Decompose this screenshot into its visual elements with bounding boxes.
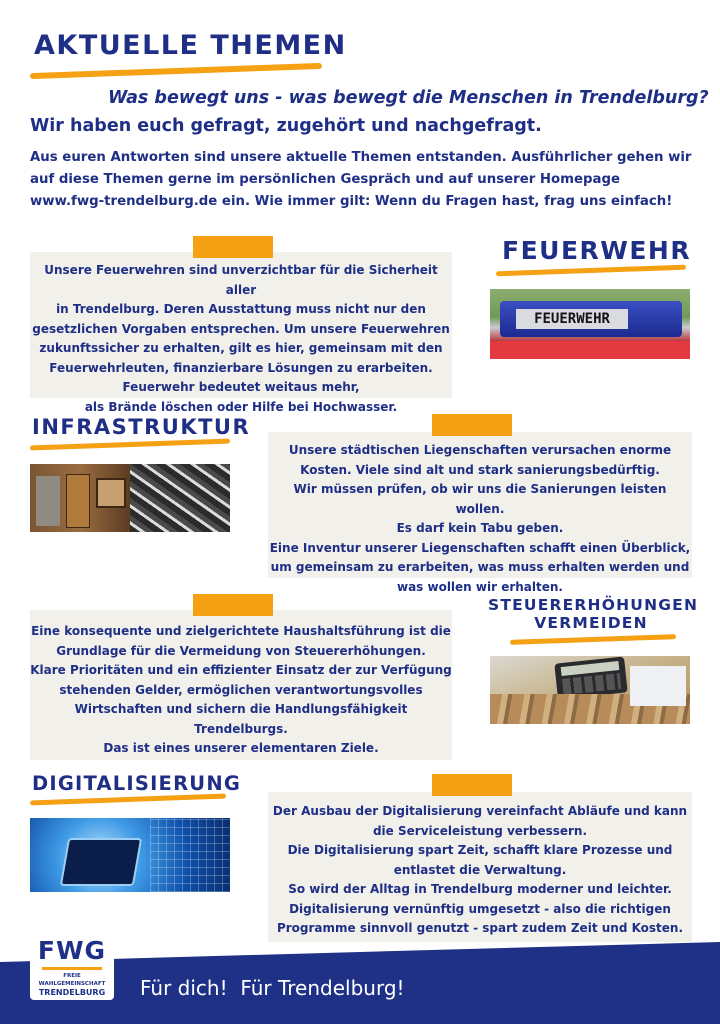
digitalisierung-text-3: Die Digitalisierung spart Zeit, schafft klare Prozesse und bbox=[287, 843, 673, 857]
digitalisierung-underline bbox=[30, 794, 226, 806]
feuerwehr-text-1: Unsere Feuerwehren sind unverzichtbar für die Sicherheit aller bbox=[44, 263, 438, 297]
infrastruktur-card bbox=[268, 432, 692, 594]
infrastruktur-tape bbox=[432, 414, 512, 436]
logo-main: FWG bbox=[37, 936, 107, 965]
feuerwehr-text-4: zukunftssicher zu erhalten, gilt es hier, gemeinsam mit den bbox=[39, 341, 443, 355]
feuerwehr-text-6: Feuerwehr bedeutet weitaus mehr, bbox=[122, 380, 360, 394]
infrastruktur-text-5: Eine Inventur unserer Liegenschaften schafft einen Überblick, bbox=[269, 540, 691, 555]
steuern-text-4: stehenden Gelder, ermöglichen verantwortungsvolles bbox=[59, 682, 423, 697]
steuern-text-2: Grundlage für die Vermeidung von Steuererhöhungen. bbox=[56, 643, 426, 658]
logo-line2: TRENDELBURG bbox=[38, 988, 106, 997]
infrastruktur-heading: INFRASTRUKTUR bbox=[32, 415, 251, 439]
steuern-text-5: Wirtschaften und sichern die Handlungsfähigkeit bbox=[74, 702, 408, 716]
steuern-card bbox=[30, 610, 452, 760]
title-underline bbox=[30, 63, 322, 79]
steuern-tape bbox=[193, 594, 273, 616]
infrastruktur-underline bbox=[30, 439, 230, 451]
digitalisierung-card bbox=[268, 792, 692, 942]
fwg-logo bbox=[30, 930, 114, 1000]
feuerwehr-text-5: Feuerwehrleuten, finanzierbare Lösungen zu erarbeiten. bbox=[49, 360, 433, 375]
digitalisierung-text-2: die Serviceleistung verbessern. bbox=[372, 823, 588, 838]
infrastruktur-text-1: Unsere städtischen Liegenschaften verursachen enorme bbox=[288, 443, 672, 457]
logo-line1: FREIE WAHLGEMEINSCHAFT bbox=[38, 973, 106, 987]
steuern-underline bbox=[510, 634, 676, 645]
steuern-text-3: Klare Prioritäten und ein effizienter Einsatz der zur Verfügung bbox=[30, 663, 452, 677]
steuern-text-1: Eine konsequente und zielgerichtete Haushaltsführung ist die bbox=[31, 624, 451, 638]
steuern-heading-line2: VERMEIDEN bbox=[534, 614, 648, 632]
digitalisierung-heading: DIGITALISIERUNG bbox=[32, 772, 242, 795]
digitalisierung-photo bbox=[30, 818, 230, 892]
old-building bbox=[30, 464, 130, 532]
feuerwehr-underline bbox=[496, 265, 686, 277]
footer-slogan: Für dich! Für Trendelburg! bbox=[140, 976, 405, 1000]
cracked-road bbox=[130, 464, 230, 532]
digitalisierung-text-1: Der Ausbau der Digitalisierung vereinfacht Abläufe und kann bbox=[272, 804, 688, 818]
header-subtitle: Wir haben euch gefragt, zugehört und nachgefragt. bbox=[30, 116, 542, 136]
feuerwehr-card bbox=[30, 252, 452, 414]
feuerwehr-sign: FEUERWEHR bbox=[516, 309, 628, 329]
data-grid bbox=[150, 818, 230, 892]
steuern-text-6: Trendelburgs. bbox=[194, 721, 288, 736]
steuern-text-7: Das ist eines unserer elementaren Ziele. bbox=[103, 741, 379, 755]
logo-stripe bbox=[42, 967, 102, 970]
infrastruktur-text-4: Es darf kein Tabu geben. bbox=[396, 521, 564, 535]
feuerwehr-photo bbox=[490, 289, 690, 359]
steuern-heading-line1: STEUERERHÖHUNGEN bbox=[488, 596, 699, 614]
infrastruktur-text-7: was wollen wir erhalten. bbox=[396, 579, 563, 594]
header-intro: Aus euren Antworten sind unsere aktuelle Themen entstanden. Ausführlicher gehen wir auf diese Themen gerne im persönlichen Gespräch und auf unserer Homepage www.fwg-trendelburg.de ein. Wie immer gilt: Wenn du Fragen hast, frag uns einfach! bbox=[30, 150, 692, 209]
feuerwehr-text-7: als Brände löschen oder Hilfe bei Hochwasser. bbox=[84, 399, 398, 414]
infrastruktur-text-2: Kosten. Viele sind alt und stark sanierungsbedürftig. bbox=[300, 462, 660, 477]
feuerwehr-text-3: gesetzlichen Vorgaben entsprechen. Um unsere Feuerwehren bbox=[32, 321, 450, 336]
feuerwehr-tape bbox=[193, 236, 273, 258]
feuerwehr-heading: FEUERWEHR bbox=[502, 236, 692, 265]
tablet bbox=[60, 838, 142, 886]
feuerwehr-text-2: in Trendelburg. Deren Ausstattung muss nicht nur den bbox=[56, 302, 426, 316]
digitalisierung-tape bbox=[432, 774, 512, 796]
page-title: AKTUELLE THEMEN bbox=[34, 30, 347, 61]
steuern-photo bbox=[490, 656, 690, 724]
documents bbox=[630, 666, 686, 706]
infrastruktur-text-3: Wir müssen prüfen, ob wir uns die Sanierungen leisten wollen. bbox=[293, 482, 667, 516]
header-question: Was bewegt uns - was bewegt die Menschen in Trendelburg? bbox=[108, 88, 709, 108]
digitalisierung-text-5: So wird der Alltag in Trendelburg moderner und leichter. bbox=[288, 882, 672, 896]
digitalisierung-text-7: Programme sinnvoll genutzt - spart zudem Zeit und Kosten. bbox=[276, 921, 684, 935]
bumper bbox=[490, 341, 690, 359]
digitalisierung-text-4: entlastet die Verwaltung. bbox=[393, 862, 567, 877]
infrastruktur-text-6: um gemeinsam zu erarbeiten, was muss erhalten werden und bbox=[270, 560, 690, 574]
infrastruktur-photo bbox=[30, 464, 230, 532]
digitalisierung-text-6: Digitalisierung vernünftig umgesetzt - also die richtigen bbox=[289, 901, 671, 916]
